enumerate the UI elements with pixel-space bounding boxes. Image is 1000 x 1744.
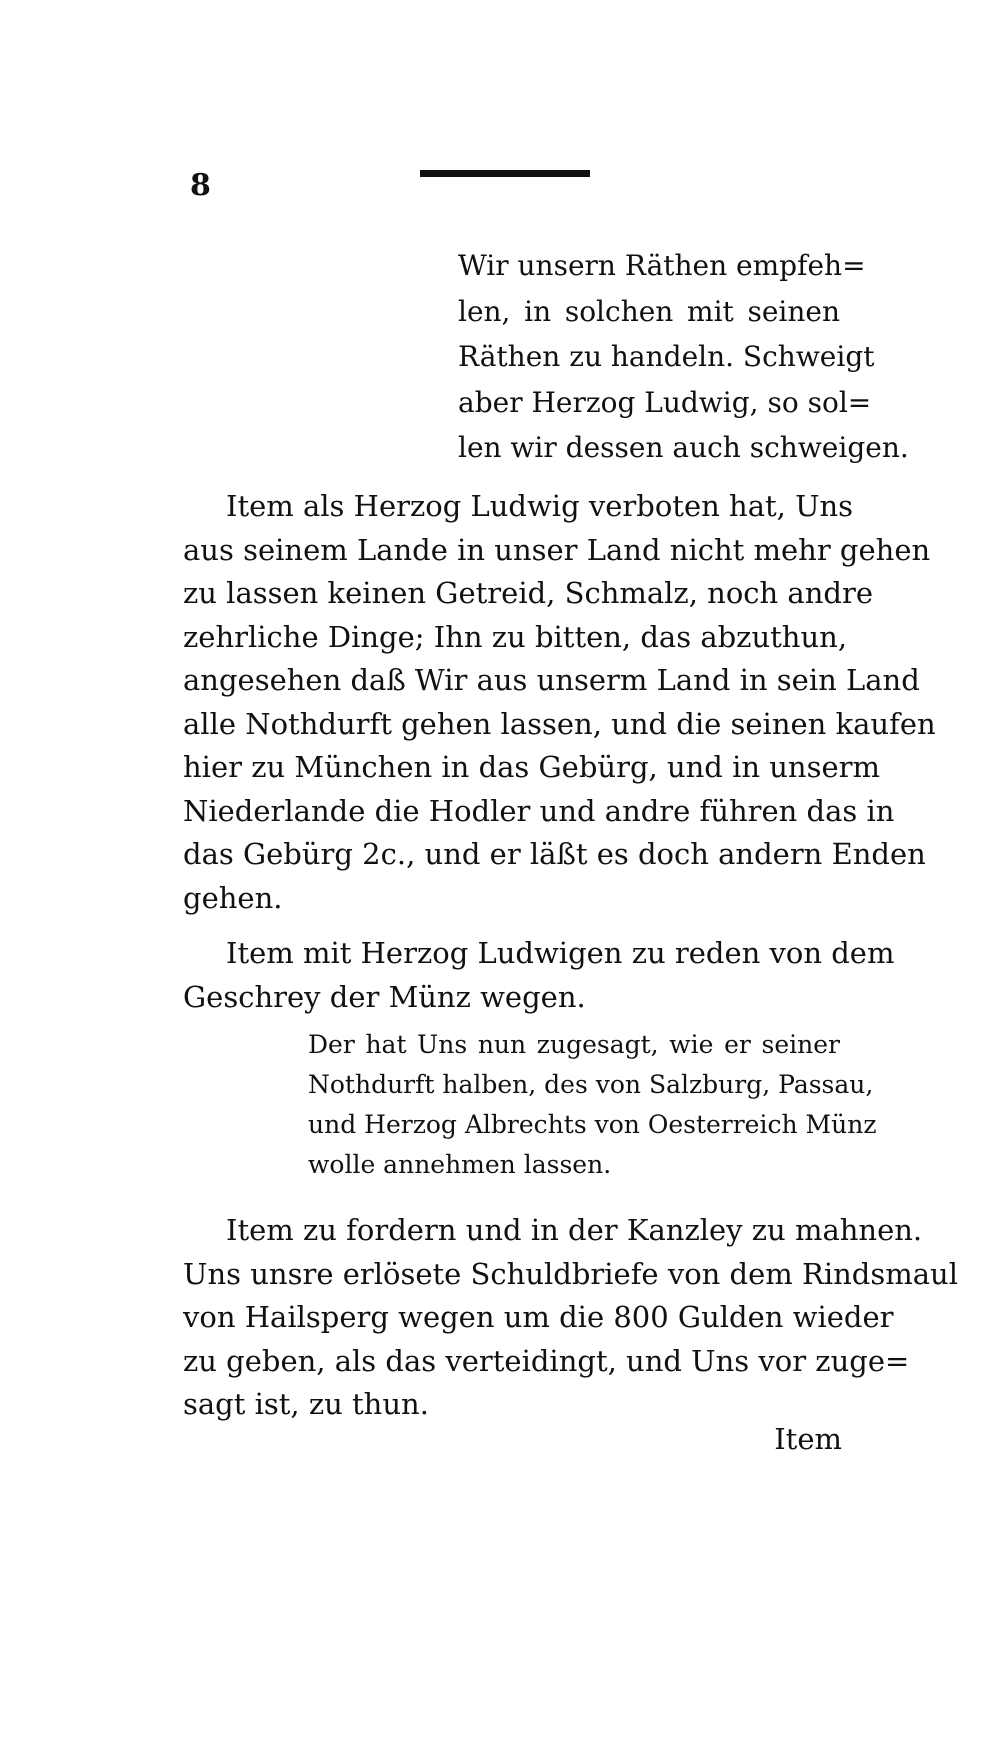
body-line: zu lassen keinen Getreid, Schmalz, noch andre bbox=[183, 576, 873, 610]
body-line: sagt ist, zu thun. bbox=[183, 1387, 429, 1421]
body-line: hier zu München in das Gebürg, und in unserm bbox=[183, 750, 881, 784]
sidebar-line: aber Herzog Ludwig, so sol= bbox=[458, 385, 872, 419]
note-line: wolle annehmen lassen. bbox=[308, 1150, 612, 1179]
body-line: von Hailsperg wegen um die 800 Gulden wieder bbox=[183, 1300, 894, 1334]
note-line: und Herzog Albrechts von Oesterreich Münz bbox=[308, 1110, 877, 1139]
body-line: zehrliche Dinge; Ihn zu bitten, das abzuthun, bbox=[183, 619, 848, 654]
paragraph-3 bbox=[183, 1209, 958, 1427]
body-line: Niederlande die Hodler und andre führen das in bbox=[183, 793, 895, 828]
body-line: Item als Herzog Ludwig verboten hat, Uns bbox=[226, 489, 854, 523]
paragraph-2 bbox=[183, 932, 895, 1019]
body-line: gehen. bbox=[183, 880, 283, 915]
body-line: angesehen daß Wir aus unserm Land in sein Land bbox=[183, 663, 920, 697]
sidebar-line: len wir dessen auch schweigen. bbox=[458, 431, 909, 464]
header-rule bbox=[420, 170, 590, 177]
body-line: das Gebürg 2c., und er läßt es doch andern Enden bbox=[183, 837, 926, 871]
sidebar-line: Räthen zu handeln. Schweigt bbox=[458, 340, 875, 373]
body-line: Uns unsre erlösete Schuldbriefe von dem Rindsmaul bbox=[183, 1256, 958, 1291]
body-line: Geschrey der Münz wegen. bbox=[183, 979, 586, 1014]
note-line: Der hat Uns nun zugesagt, wie er seiner bbox=[308, 1030, 840, 1059]
body-line: zu geben, als das verteidingt, und Uns vor zuge= bbox=[183, 1343, 910, 1378]
body-line: aus seinem Lande in unser Land nicht mehr gehen bbox=[183, 532, 931, 567]
catchword: Item bbox=[774, 1422, 842, 1456]
body-line: Item zu fordern und in der Kanzley zu mahnen. bbox=[226, 1213, 923, 1247]
note-block bbox=[308, 1025, 877, 1185]
sidebar-block bbox=[458, 243, 909, 471]
sidebar-line: len, in solchen mit seinen bbox=[458, 294, 840, 328]
body-line: alle Nothdurft gehen lassen, und die seinen kaufen bbox=[183, 706, 936, 741]
note-line: Nothdurft halben, des von Salzburg, Passau, bbox=[308, 1070, 874, 1099]
page-number: 8 bbox=[190, 168, 211, 203]
sidebar-line: Wir unsern Räthen empfeh= bbox=[458, 249, 866, 282]
paragraph-1 bbox=[183, 485, 936, 920]
body-line: Item mit Herzog Ludwigen zu reden von dem bbox=[226, 936, 895, 970]
